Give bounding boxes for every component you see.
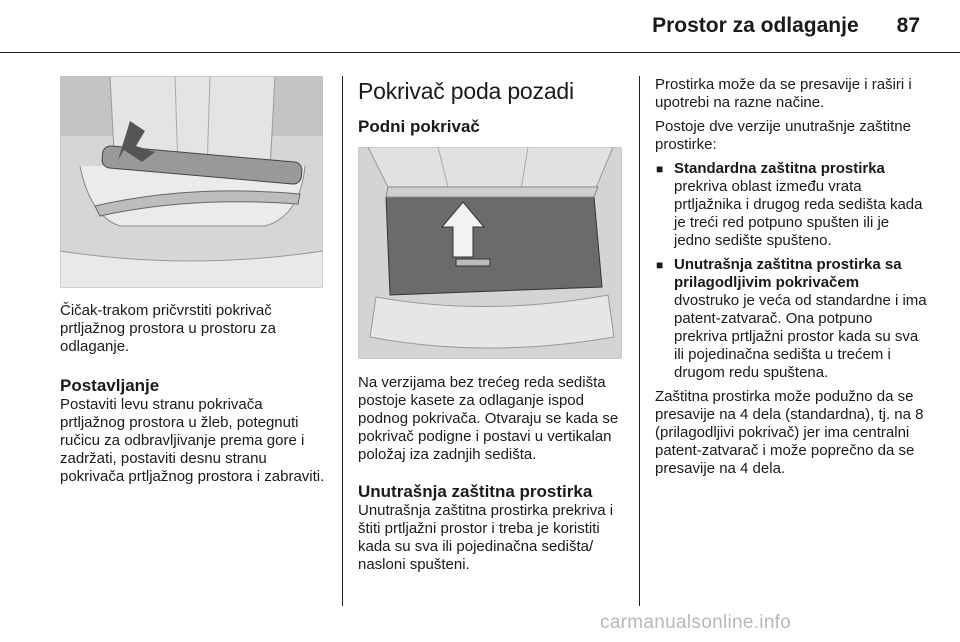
page-number: 87 — [896, 14, 920, 37]
figure-caption: Čičak-trakom pričvrstiti pokrivač prtljažnog prostora u prostoru za odlaganje. — [60, 302, 276, 355]
section-title: Pokrivač poda pozadi — [358, 78, 574, 104]
column-right — [655, 76, 927, 484]
list-item — [655, 256, 927, 382]
list-item — [655, 160, 927, 250]
subsection-heading-zastitna-prostirka: Unutrašnja zaštitna prostirka — [358, 482, 593, 501]
paragraph-floor-cover: Na verzijama bez trećeg reda sedišta postoje kasete za odlaganje ispod podnog pokrivača. Otvaraju se kada se pokrivač podigne i postavi u vertikalan položaj iza zadnjih sedišta. — [358, 374, 619, 463]
section-heading-postavljanje: Postavljanje — [60, 376, 160, 395]
subsection-heading-podni-pokrivac: Podni pokrivač — [358, 117, 480, 136]
paragraph-mat-folding: Prostirka može da se presavije i raširi i upotrebi na razne načine. — [655, 76, 912, 111]
page-title: Prostor za odlaganje — [652, 14, 859, 37]
bullet-icon: ■ — [656, 162, 664, 176]
paragraph-protective-mat: Unutrašnja zaštitna prostirka prekriva i štiti prtljažni prostor i treba je koristiti kada su sva ili pojedinačna sedišta/ nasloni spušteni. — [358, 502, 614, 573]
list-item-text: dvostruko je veća od standardne i ima patent-zatvarač. Ona potpuno prekriva prtljažni prostor kada su sva ili pojedinačna sedišta u trećem i drugom redu spuštena. — [674, 292, 927, 381]
paragraph-postavljanje: Postaviti levu stranu pokrivača prtljažnog prostora u žleb, potegnuti ručicu za odbravljivanje prema gore i zadržati, postaviti desnu stranu pokrivača prtljažnog prostora i zabraviti. — [60, 396, 325, 485]
figure-trunk-cover — [60, 76, 323, 288]
list-item-title: Unutrašnja zaštitna prostirka sa prilagodljivim pokrivačem — [674, 256, 902, 291]
column-middle — [358, 78, 628, 137]
watermark: carmanualsonline.info — [600, 612, 792, 633]
column-left — [60, 302, 328, 492]
list-item-text: prekriva oblast između vrata prtljažnika i drugog reda sedišta kada je treći red potpuno spušten ili je jedno sedište spušteno. — [674, 178, 923, 249]
versions-list — [655, 160, 927, 382]
column-divider-2 — [639, 76, 640, 606]
list-item-title: Standardna zaštitna prostirka — [674, 160, 885, 177]
header-rule — [0, 52, 960, 53]
bullet-icon: ■ — [656, 258, 664, 272]
column-middle-lower — [358, 374, 628, 580]
column-divider-1 — [342, 76, 343, 606]
paragraph-two-versions: Postoje dve verzije unutrašnje zaštitne prostirke: — [655, 118, 911, 153]
page-header — [652, 14, 920, 38]
figure-floor-cover — [358, 147, 622, 359]
paragraph-folding-options: Zaštitna prostirka može podužno da se presavije na 4 dela (standardna), tj. na 8 (prilagodljivi pokrivač) jer ima centralni patent-zatvarač i može poprečno da se presavije na 4 dela. — [655, 388, 924, 477]
